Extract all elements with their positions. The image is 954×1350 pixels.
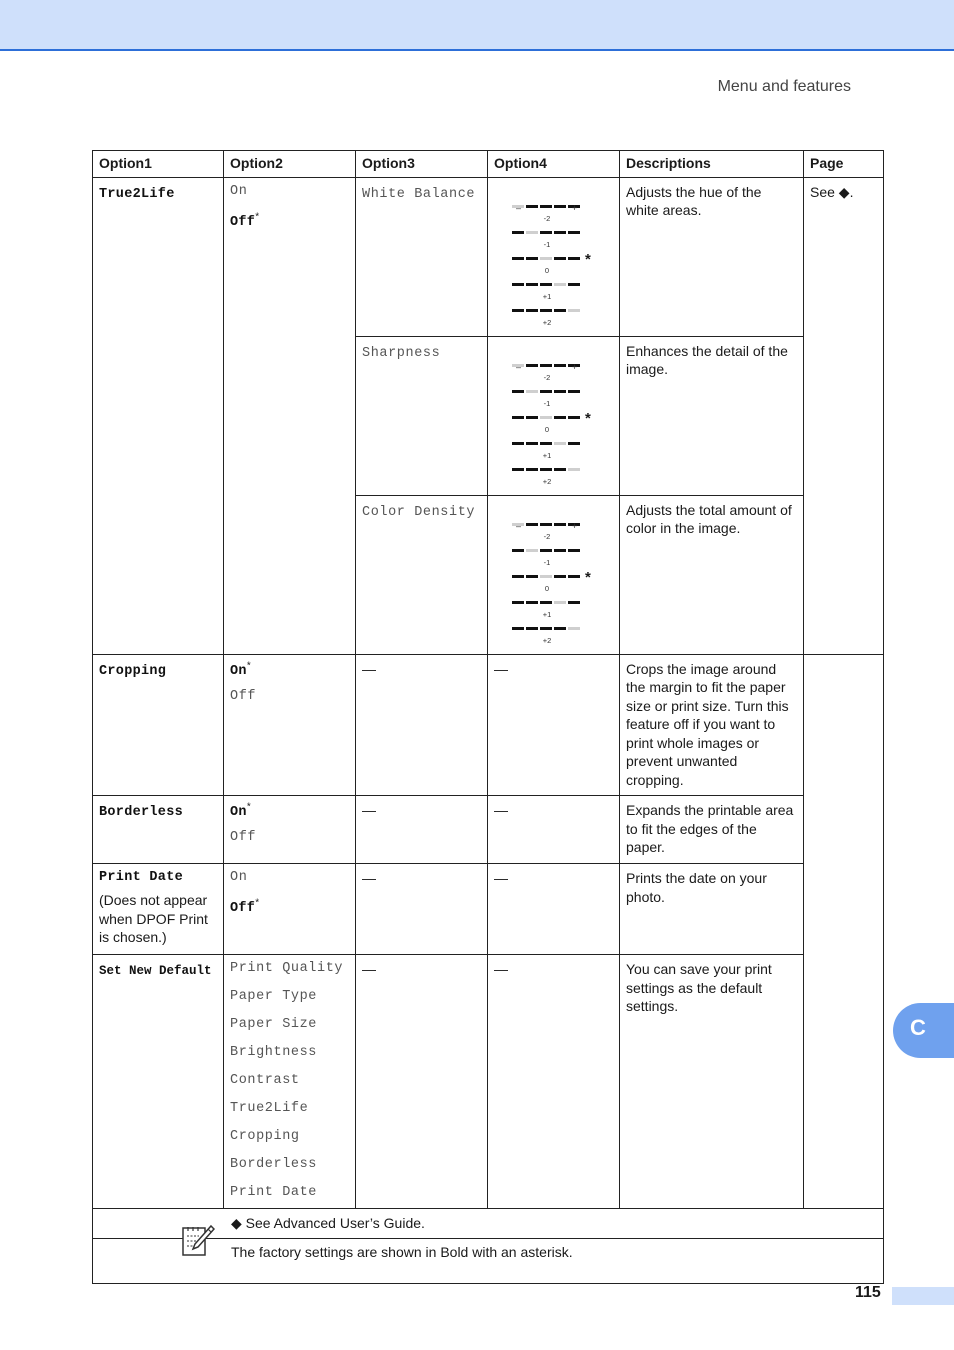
default-asterisk: *: [246, 659, 251, 671]
option-white-balance: White Balance: [362, 186, 476, 202]
scale-segment: [554, 309, 566, 312]
scale-segment: [554, 549, 566, 552]
scale-marker-segment: [568, 627, 580, 630]
scale-tick-label: 0: [544, 583, 550, 593]
option-on: On: [230, 183, 248, 199]
scale-segment: [512, 627, 524, 630]
option4-cell: [488, 177, 620, 336]
scale-segment: [512, 575, 524, 578]
scale-marker-segment: [568, 468, 580, 471]
description-cell: Crops the image around the margin to fit the paper size or print size. Turn this feature off if you want to print whole images or prevent unwanted cropping.: [620, 654, 804, 796]
option-print-date: Print Date: [230, 1185, 318, 1200]
description-cell: Adjusts the total amount of color in the image.: [620, 495, 804, 654]
menu-table: [92, 150, 884, 1284]
scale-plus-label: +: [572, 202, 578, 213]
option-sharpness: Sharpness: [362, 345, 441, 361]
description-cell: Adjusts the hue of the white areas.: [620, 177, 804, 336]
scale-level-row: [512, 231, 582, 249]
scale-segment: [568, 549, 580, 552]
option3-cell: [356, 495, 488, 654]
table-row: [93, 955, 884, 1209]
option-paper-size: Paper Size: [230, 1017, 318, 1032]
table-row: [93, 864, 884, 955]
scale-default-asterisk: *: [585, 568, 591, 586]
scale-marker-segment: [554, 601, 566, 604]
scale-segment: [554, 468, 566, 471]
note-text: The factory settings are shown in Bold with an asterisk.: [231, 1243, 573, 1260]
scale-segment: [540, 205, 552, 208]
scale-default-asterisk: *: [585, 250, 591, 268]
option3-cell: [356, 177, 488, 336]
scale-level-row: [512, 601, 582, 619]
scale-tick-label: +1: [542, 450, 552, 460]
option-cropping: Cropping: [230, 1129, 300, 1144]
option-off: Off: [230, 830, 257, 845]
scale-level-row: [512, 390, 582, 408]
scale-level-row: [512, 549, 582, 567]
scale-segment: [512, 309, 524, 312]
scale-segment: [526, 257, 538, 260]
scale-marker-segment: [568, 309, 580, 312]
scale-level-row: [512, 283, 582, 301]
description-cell: Expands the printable area to fit the edges of the paper.: [620, 796, 804, 864]
scale-segment: [526, 205, 538, 208]
scale-level-row: [512, 442, 582, 460]
scale-segment: [568, 601, 580, 604]
col-header-option1: Option1: [93, 151, 224, 178]
scale-segment: [540, 523, 552, 526]
scale-segment: [512, 549, 524, 552]
scale-segment: [554, 231, 566, 234]
option-print-quality: Print Quality: [230, 961, 344, 976]
scale-segment: [540, 231, 552, 234]
scale-segment: [568, 442, 580, 445]
scale-tick-label: -2: [543, 531, 551, 541]
scale-tick-label: +1: [542, 291, 552, 301]
scale-segment: [512, 601, 524, 604]
table-header-row: [93, 151, 884, 178]
scale-segment: [568, 257, 580, 260]
scale-tick-label: +2: [542, 317, 552, 327]
scale-segment: [554, 257, 566, 260]
scale-level-row: [512, 568, 591, 593]
scale-minus-label: –: [516, 202, 522, 213]
scale-segment: [554, 627, 566, 630]
option1-print-date: Print Date: [99, 870, 184, 885]
option1-cell: [93, 796, 224, 864]
scale-segment: [568, 416, 580, 419]
col-header-descriptions: Descriptions: [620, 151, 804, 178]
scale-segment: [540, 309, 552, 312]
option3-cell: —: [356, 654, 488, 796]
option1-cell: [93, 955, 224, 1209]
description-cell: Enhances the detail of the image.: [620, 336, 804, 495]
level-scale: [512, 344, 592, 489]
scale-segment: [554, 390, 566, 393]
default-asterisk: *: [255, 210, 260, 222]
scale-segment: [540, 601, 552, 604]
scale-plus-label: +: [572, 361, 578, 372]
option-off: Off: [230, 688, 257, 704]
option4-cell: —: [488, 654, 620, 796]
table-row: [93, 177, 884, 336]
option-paper-type: Paper Type: [230, 989, 318, 1004]
scale-tick-label: -2: [543, 213, 551, 223]
chapter-tab: [893, 1003, 954, 1058]
option1-true2life: True2Life: [99, 186, 175, 202]
scale-level-row: [512, 250, 591, 275]
option2-cell: [224, 796, 356, 864]
scale-level-row: [512, 409, 591, 434]
scale-level-row: [512, 202, 582, 223]
scale-level-row: [512, 520, 582, 541]
section-title: Menu and features: [717, 78, 851, 95]
scale-tick-label: -2: [543, 372, 551, 382]
scale-segment: [554, 575, 566, 578]
scale-tick-label: +1: [542, 609, 552, 619]
scale-tick-label: -1: [543, 239, 551, 249]
scale-minus-label: –: [516, 520, 522, 531]
scale-tick-label: 0: [544, 265, 550, 275]
scale-segment: [526, 523, 538, 526]
top-banner: [0, 0, 954, 51]
option-color-density: Color Density: [362, 504, 476, 520]
default-asterisk: *: [246, 801, 251, 813]
option3-cell: —: [356, 796, 488, 864]
scale-segment: [568, 575, 580, 578]
scale-segment: [568, 231, 580, 234]
level-scale: [512, 185, 592, 330]
scale-marker-segment: [540, 257, 552, 260]
scale-segment: [526, 575, 538, 578]
option-contrast: Contrast: [230, 1073, 300, 1088]
scale-marker-segment: [554, 283, 566, 286]
page-cell: [804, 654, 884, 1209]
scale-segment: [540, 468, 552, 471]
page-number-bar: [892, 1287, 954, 1305]
scale-segment: [526, 309, 538, 312]
scale-segment: [526, 442, 538, 445]
scale-segment: [512, 283, 524, 286]
col-header-page: Page: [804, 151, 884, 178]
col-header-option2: Option2: [224, 151, 356, 178]
description-cell: Prints the date on your photo.: [620, 864, 804, 955]
option1-borderless: Borderless: [99, 805, 184, 820]
col-header-option3: Option3: [356, 151, 488, 178]
footnote-text: ◆ See Advanced User’s Guide.: [231, 1215, 425, 1231]
scale-marker-segment: [540, 416, 552, 419]
scale-segment: [540, 390, 552, 393]
chapter-letter: C: [910, 1015, 926, 1040]
option2-cell: [224, 955, 356, 1209]
default-asterisk: *: [255, 897, 260, 909]
option1-cropping: Cropping: [99, 663, 167, 679]
page-number: 115: [855, 1284, 881, 1301]
scale-plus-label: +: [572, 520, 578, 531]
scale-level-row: [512, 627, 582, 645]
scale-segment: [540, 442, 552, 445]
option1-cell: [93, 177, 224, 654]
scale-segment: [554, 416, 566, 419]
scale-marker-segment: [526, 231, 538, 234]
option1-cell: [93, 864, 224, 955]
option-borderless: Borderless: [230, 1157, 318, 1172]
option1-cell: [93, 654, 224, 796]
option4-cell: —: [488, 864, 620, 955]
description-cell: You can save your print settings as the default settings.: [620, 955, 804, 1209]
option-on-default: On: [230, 663, 247, 679]
scale-level-row: [512, 468, 582, 486]
scale-segment: [526, 627, 538, 630]
option-brightness: Brightness: [230, 1045, 318, 1060]
scale-minus-label: –: [516, 361, 522, 372]
scale-segment: [540, 549, 552, 552]
scale-segment: [512, 416, 524, 419]
scale-marker-segment: [526, 390, 538, 393]
scale-default-asterisk: *: [585, 409, 591, 427]
level-scale: [512, 503, 592, 648]
scale-segment: [554, 205, 566, 208]
scale-marker-segment: [554, 442, 566, 445]
scale-tick-label: -1: [543, 557, 551, 567]
option1-set-new-default: Set New Default: [99, 964, 212, 978]
option3-cell: —: [356, 864, 488, 955]
scale-segment: [526, 601, 538, 604]
scale-tick-label: +2: [542, 635, 552, 645]
scale-segment: [512, 390, 524, 393]
scale-level-row: [512, 309, 582, 327]
table-row: [93, 654, 884, 796]
scale-segment: [526, 283, 538, 286]
scale-level-row: [512, 361, 582, 382]
option-off-default: Off: [230, 214, 256, 230]
option4-cell: [488, 336, 620, 495]
scale-segment: [568, 390, 580, 393]
option-on-default: On: [230, 805, 247, 820]
option2-cell: [224, 654, 356, 796]
scale-segment: [526, 416, 538, 419]
scale-segment: [540, 283, 552, 286]
scale-tick-label: 0: [544, 424, 550, 434]
option2-cell: [224, 864, 356, 955]
scale-segment: [526, 364, 538, 367]
option3-cell: [356, 336, 488, 495]
scale-segment: [554, 523, 566, 526]
scale-segment: [540, 627, 552, 630]
option2-cell: [224, 177, 356, 654]
option-on: On: [230, 870, 248, 885]
note-pencil-icon: [181, 1223, 215, 1257]
page-cell: See ◆.: [804, 177, 884, 654]
option-off-default: Off: [230, 901, 256, 916]
option4-cell: —: [488, 955, 620, 1209]
scale-segment: [512, 442, 524, 445]
scale-segment: [526, 468, 538, 471]
scale-marker-segment: [540, 575, 552, 578]
table-row: [93, 796, 884, 864]
scale-tick-label: +2: [542, 476, 552, 486]
scale-segment: [554, 364, 566, 367]
scale-segment: [512, 257, 524, 260]
option4-cell: [488, 495, 620, 654]
option4-cell: —: [488, 796, 620, 864]
scale-segment: [540, 364, 552, 367]
scale-tick-label: -1: [543, 398, 551, 408]
scale-segment: [568, 283, 580, 286]
option-true2life: True2Life: [230, 1101, 309, 1116]
col-header-option4: Option4: [488, 151, 620, 178]
print-date-note: (Does not appear when DPOF Print is chosen.): [99, 892, 208, 945]
scale-segment: [512, 231, 524, 234]
scale-segment: [512, 468, 524, 471]
scale-marker-segment: [526, 549, 538, 552]
option3-cell: —: [356, 955, 488, 1209]
